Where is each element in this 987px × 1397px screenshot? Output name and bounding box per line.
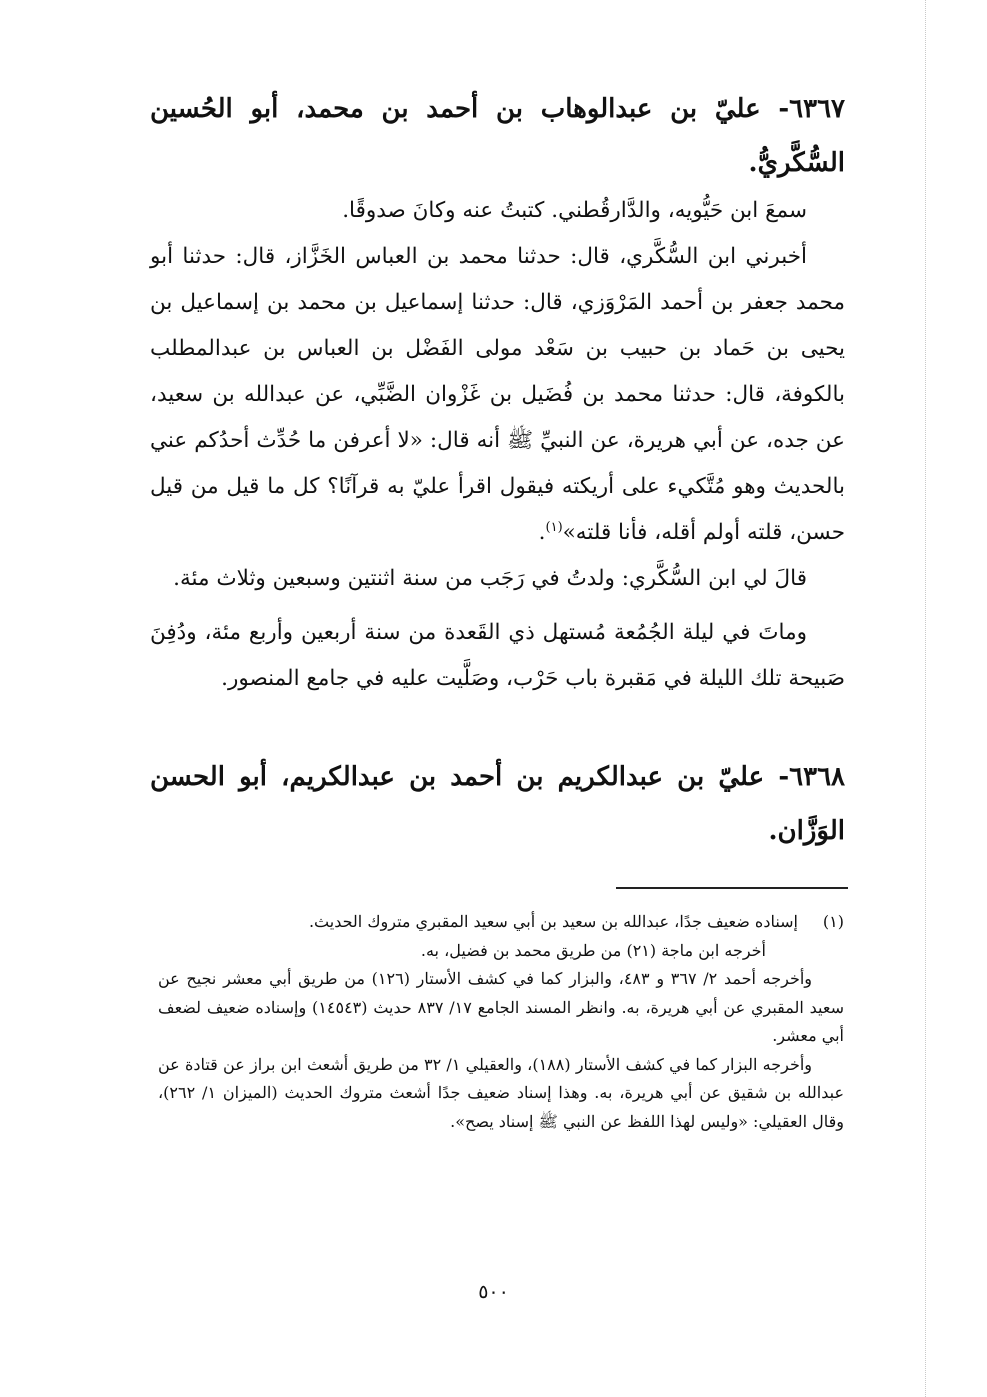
footnote-para-2: أخرجه ابن ماجة (٢١) من طريق محمد بن فضيل، به. [420,940,766,960]
footnote-para-3: وأخرجه أحمد ٢/ ٣٦٧ و ٤٨٣، والبزار كما في كشف الأستار (١٢٦) من طريق أبي معشر نجيح عن سعيد المقبري عن أبي هريرة، به. وانظر المسند الجامع ١٧/ ٨٣٧ حديث (١٤٥٤٣) وإسناده ضعيف لضعف أبي معشر. [158,969,844,1045]
entry-6367-para-4: وماتَ في ليلة الجُمُعة مُستهل ذي القَعدة من سنة أربعين وأربع مئة، ودُفِنَ صَبيحة تلك الليلة في مَقبرة باب حَرْب، وصَلَّيت عليه في جامع المنصور. [150,620,845,691]
footnote-para-1: إسناده ضعيف جدًا، عبدالله بن سعيد بن أبي سعيد المقبري متروك الحديث. [308,912,798,931]
page-number: ٥٠٠ [478,1281,509,1303]
entry-6368-heading: ٦٣٦٨- عليّ بن عبدالكريم بن أحمد بن عبدالكريم، أبو الحسن الوَزَّان. [150,762,845,846]
entry-6367-para-2-end: . [538,520,546,545]
footnote-number: (١) [822,912,844,931]
entry-6367-para-1: سمعَ ابن حَيُّويه، والدَّارقُطني. كتبتُ عنه وكانَ صدوقًا. [342,198,807,223]
entry-6367-para-3: قالَ لي ابن السُّكَّري: ولدتُ في رَجَب من سنة اثنتين وسبعين وثلاث مئة. [173,566,807,591]
footnote-para-4: وأخرجه البزار كما في كشف الأستار (١٨٨)، والعقيلي ١/ ٣٢ من طريق أشعث ابن براز عن قتادة عن عبدالله بن شقيق عن أبي هريرة، به. وهذا إسناد ضعيف جدًا أشعث متروك الحديث (الميزان ١/ ٢٦٢)، وقال العقيلي: «وليس لهذا اللفظ عن النبي ﷺ إسناد يصح». [158,1054,844,1131]
entry-6367 [150,82,845,190]
entry-6368 [150,750,845,858]
footnotes [158,908,844,1136]
entry-6367-body [150,188,845,702]
footnote-separator [616,887,848,889]
scan-fold-line [925,0,926,1397]
footnote-1 [158,908,844,965]
footnote-reference: (١) [545,519,563,535]
footnote-body [158,908,798,965]
entry-6367-heading: ٦٣٦٧- عليّ بن عبدالوهاب بن أحمد بن محمد، أبو الحُسين السُّكَّريُّ. [150,94,845,178]
entry-6367-para-2-text: أخبرني ابن السُّكَّري، قال: حدثنا محمد بن العباس الخَزَّاز، قال: حدثنا أبو محمد جعفر بن أحمد المَرْوَزي، قال: حدثنا إسماعيل بن محمد بن إسماعيل بن يحيى بن حَماد بن حبيب بن سَعْد مولى الفَضْل بن العباس بن عبدالمطلب بالكوفة، قال: حدثنا محمد بن فُضَيل بن غَزْوان الضَّبِّي، عن عبدالله بن سعيد، عن جده، عن أبي هريرة، عن النبيِّ ﷺ أنه قال: «لا أعرفن ما حُدِّث أحدُكم عني بالحديث وهو مُتَّكيء على أريكته فيقول اقرأ عليّ به قرآنًا؟ كل ما قيل من قيل حسن، قلته أولم أقله، فأنا قلته» [150,244,845,545]
entry-6367-para-2 [150,234,845,556]
